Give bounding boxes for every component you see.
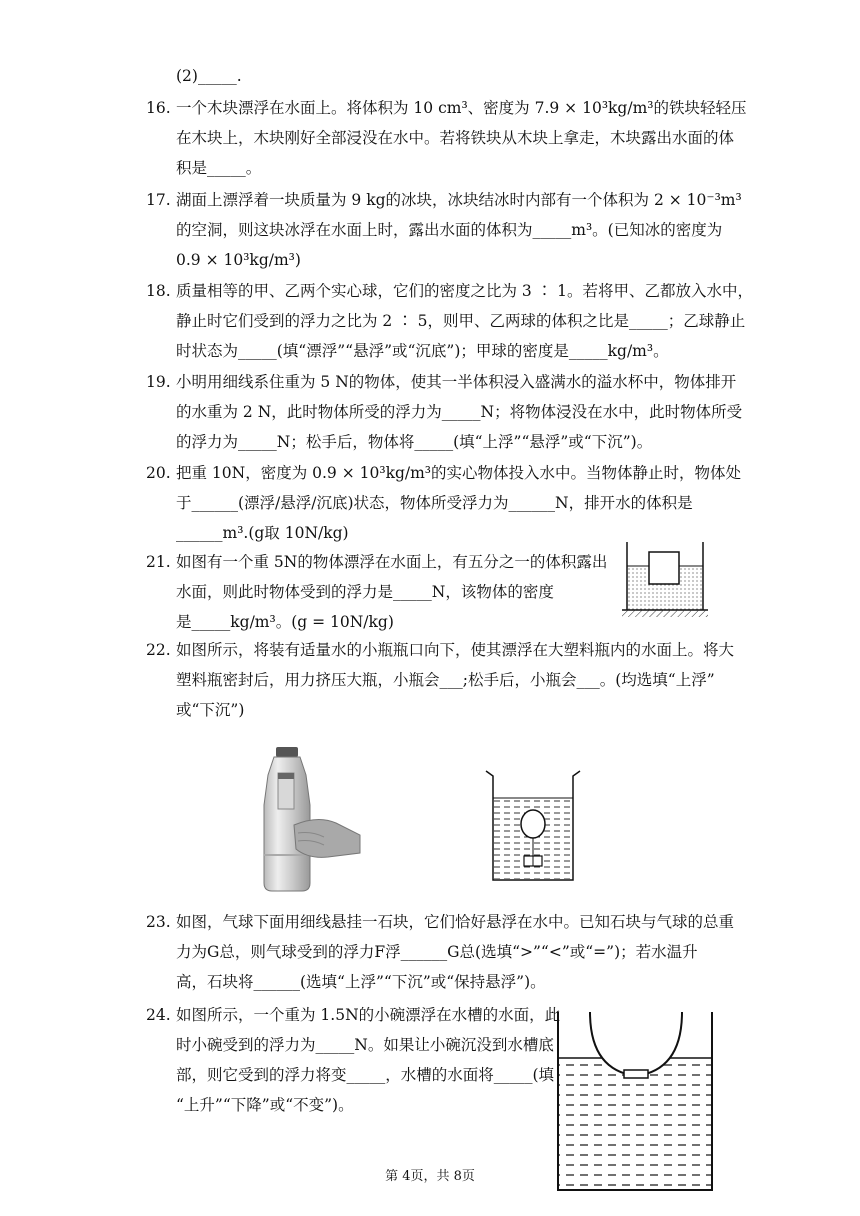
question-24-line-2: 时小碗受到的浮力为_____N。如果让小碗沉没到水槽底 [176, 1036, 554, 1054]
question-22-line-1: 如图所示，将装有适量水的小瓶瓶口向下，使其漂浮在大塑料瓶内的水面上。将大 [176, 641, 735, 659]
question-19-line-2: 的水重为 2 N，此时物体所受的浮力为_____N；将物体浸没在水中，此时物体所受 [176, 403, 743, 421]
question-24-line-1: 如图所示，一个重为 1.5N的小碗漂浮在水槽的水面，此 [176, 1006, 561, 1024]
page-footer: 第 4页，共 8页 [385, 1169, 475, 1184]
question-21-line-1: 如图有一个重 5N的物体漂浮在水面上，有五分之一的体积露出 [176, 553, 608, 571]
question-18-line-3: 时状态为_____(填“漂浮”“悬浮”或“沉底”)；甲球的密度是_____kg/m³。 [176, 342, 669, 360]
question-19-line-1: 小明用细线系住重为 5 N的物体，使其一半体积浸入盛满水的溢水杯中，物体排开 [176, 373, 737, 391]
question-16-line-1: 一个木块漂浮在水面上。将体积为 10 cm³、密度为 7.9 × 10³kg/m³的铁块轻轻压 [176, 99, 747, 117]
question-20-line-1: 把重 10N，密度为 0.9 × 10³kg/m³的实心物体投入水中。当物体静止时，物体处 [176, 464, 742, 482]
question-24-line-3: 部，则它受到的浮力将变_____，水槽的水面将_____(填 [176, 1066, 555, 1084]
question-number: 18. [146, 282, 171, 300]
question-17-line-3: 0.9 × 10³kg/m³) [176, 251, 301, 269]
squeezed-bottle-image [248, 745, 368, 895]
question-22-line-3: 或“下沉”) [176, 701, 245, 719]
previous-answer-tail: (2)_____. [176, 67, 242, 85]
question-17-line-1: 湖面上漂浮着一块质量为 9 kg的冰块，冰块结冰时内部有一个体积为 2 × 10⁻³m³ [176, 191, 742, 209]
floating-block-diagram [620, 540, 710, 620]
question-18-line-2: 静止时它们受到的浮力之比为 2 ∶ 5，则甲、乙两球的体积之比是_____；乙球静止 [176, 312, 746, 330]
question-number: 16. [146, 99, 171, 117]
question-number: 21. [146, 553, 171, 571]
question-20-line-3: ______m³.(g取 10N/kg) [176, 524, 349, 542]
balloon-stone-beaker-diagram [483, 768, 583, 888]
question-number: 24. [146, 1006, 171, 1024]
question-21-line-2: 水面，则此时物体受到的浮力是_____N，该物体的密度 [176, 583, 554, 601]
question-22-line-2: 塑料瓶密封后，用力挤压大瓶，小瓶会___;松手后，小瓶会___。(均选填“上浮” [176, 671, 715, 689]
question-21-line-3: 是_____kg/m³。(g = 10N/kg) [176, 613, 394, 631]
question-16-line-2: 在木块上，木块刚好全部浸没在水中。若将铁块从木块上拿走，木块露出水面的体 [176, 129, 735, 147]
question-23-line-1: 如图，气球下面用细线悬挂一石块，它们恰好悬浮在水中。已知石块与气球的总重 [176, 913, 735, 931]
question-23-line-3: 高，石块将______(选填“上浮”“下沉”或“保持悬浮”)。 [176, 973, 546, 991]
question-16-line-3: 积是_____。 [176, 159, 262, 177]
question-18-line-1: 质量相等的甲、乙两个实心球，它们的密度之比为 3 ∶ 1。若将甲、乙都放入水中， [176, 282, 754, 300]
question-19-line-3: 的浮力为_____N；松手后，物体将_____(填“上浮”“悬浮”或“下沉”)。 [176, 433, 653, 451]
question-24-line-4: “上升”“下降”或“不变”)。 [176, 1096, 354, 1114]
question-20-line-2: 于______(漂浮/悬浮/沉底)状态，物体所受浮力为______N，排开水的体积是 [176, 494, 693, 512]
question-number: 20. [146, 464, 171, 482]
question-number: 22. [146, 641, 171, 659]
question-17-line-2: 的空洞，则这块冰浮在水面上时，露出水面的体积为_____m³。(已知冰的密度为 [176, 221, 723, 239]
question-number: 23. [146, 913, 171, 931]
question-number: 19. [146, 373, 171, 391]
question-23-line-2: 力为G总，则气球受到的浮力F浮______G总(选填“>”“<”或“=”)；若水温升 [176, 943, 698, 961]
question-number: 17. [146, 191, 171, 209]
